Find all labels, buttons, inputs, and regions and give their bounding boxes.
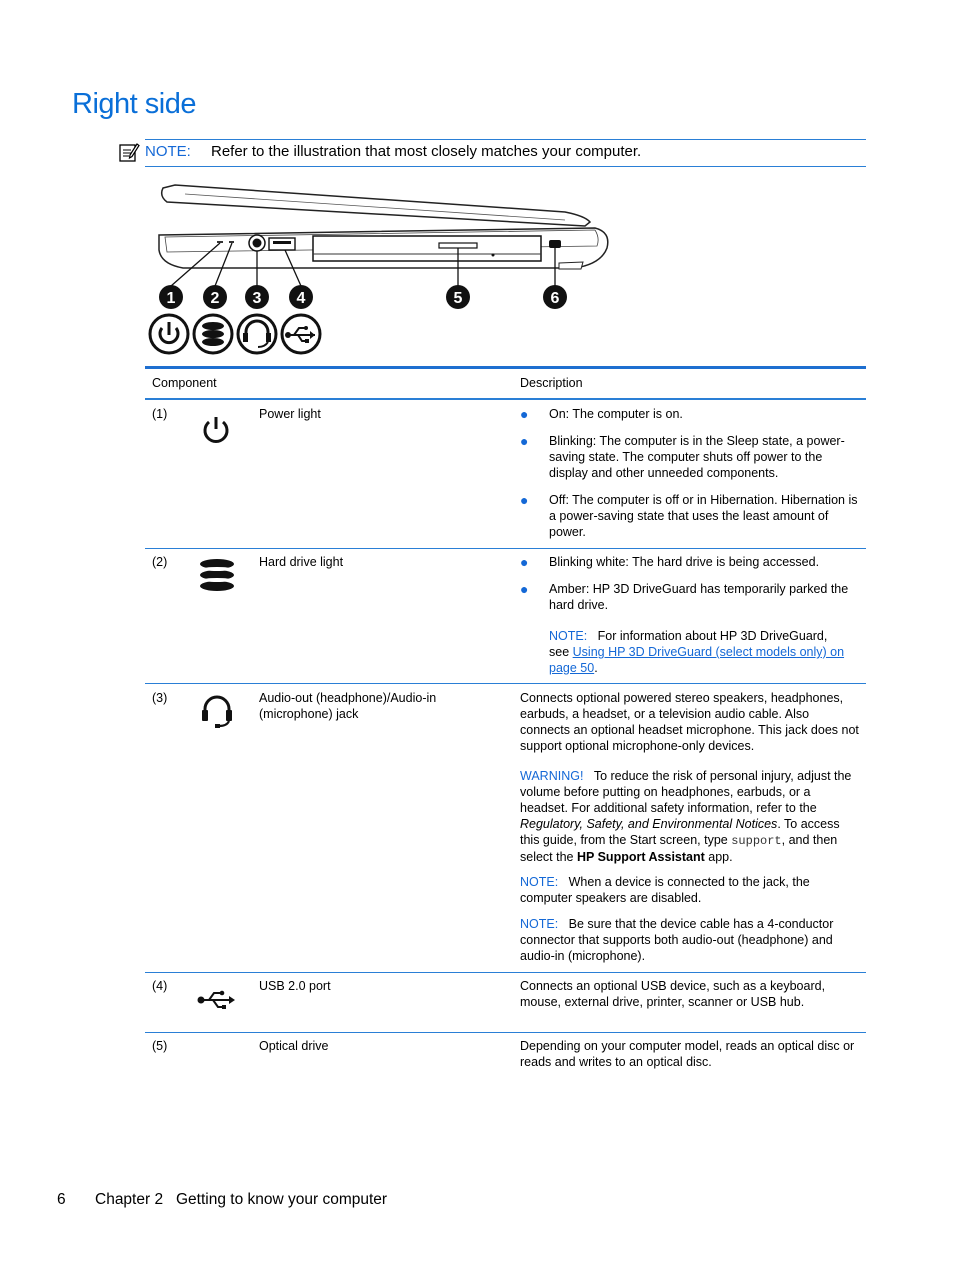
note-text: Refer to the illustration that most closely matches your computer. — [211, 143, 642, 160]
row4-description: Connects an optional USB device, such as a keyboard, mouse, external drive, printer, scanner or USB hub. — [520, 979, 826, 1009]
table-header-rule — [145, 398, 866, 400]
headset-icon — [200, 694, 234, 728]
row1-name: Power light — [259, 407, 321, 421]
row-divider — [145, 683, 866, 684]
driveguard-link[interactable]: Using HP 3D DriveGuard (select models only) on page 50 — [549, 645, 845, 675]
page-title: Right side — [72, 88, 196, 120]
laptop-right-side-illustration — [145, 180, 615, 360]
row5-name: Optical drive — [259, 1039, 329, 1053]
row3-description: Connects optional powered stereo speakers, headphones, earbuds, a headset, or a television audio cable. Also connects an optional headset microphone. This jack does not support optional microphone-only devices. — [520, 691, 859, 753]
usb-icon — [197, 990, 237, 1010]
note-label: NOTE: — [145, 143, 191, 160]
row5-number: (5) — [152, 1039, 168, 1053]
row4-number: (4) — [152, 979, 168, 993]
row2-name: Hard drive light — [259, 555, 344, 569]
row3-name: Audio-out (headphone)/Audio-in (microphone) jack — [259, 691, 437, 721]
row1-number: (1) — [152, 407, 168, 421]
page-number: 6 — [57, 1191, 66, 1208]
header-component: Component — [152, 376, 217, 390]
note-bottom-rule — [145, 166, 866, 167]
chapter-title: Chapter 2 Getting to know your computer — [95, 1191, 388, 1208]
row-divider — [145, 1032, 866, 1033]
callout-2-label: 2 — [210, 290, 220, 307]
power-icon — [201, 414, 231, 444]
row3-number: (3) — [152, 691, 168, 705]
row3-note1: NOTE: When a device is connected to the jack, the computer speakers are disabled. — [520, 875, 810, 905]
callout-3-label: 3 — [252, 290, 262, 307]
hard-drive-icon — [198, 557, 236, 595]
callout-1-label: 1 — [166, 290, 176, 307]
row2-number: (2) — [152, 555, 168, 569]
usb-icon — [282, 315, 320, 353]
row4-name: USB 2.0 port — [259, 979, 331, 993]
row3-note2: NOTE: Be sure that the device cable has a 4-conductor connector that supports both audio-out (headphone) and audio-in (microphone). — [520, 917, 834, 963]
power-icon — [150, 315, 188, 353]
row-divider — [145, 972, 866, 973]
callout-6-label: 6 — [550, 290, 560, 307]
row2-note-label: NOTE: — [549, 629, 588, 643]
hard-drive-icon — [194, 315, 232, 353]
note-top-rule — [145, 139, 866, 140]
row5-description: Depending on your computer model, reads an optical disc or reads and writes to an optical disc. — [520, 1039, 855, 1069]
callout-4-label: 4 — [296, 290, 306, 307]
warning-label: WARNING! — [520, 769, 584, 783]
row-divider — [145, 548, 866, 549]
note-icon — [118, 141, 140, 163]
callout-5-label: 5 — [453, 290, 463, 307]
table-top-rule — [145, 366, 866, 369]
row2-note: NOTE: For information about HP 3D DriveGuard, see Using HP 3D DriveGuard (select models only) on page 50. — [549, 629, 845, 675]
row3-warning: WARNING! To reduce the risk of personal injury, adjust the volume before putting on headphones, earbuds, or a headset. For additional safety information, refer to the Regulatory, Safety, and Environmental Notices. To access this guide, from the Start screen, type support, and then select the HP Support Assistant app. — [520, 769, 852, 864]
headset-icon — [238, 315, 276, 353]
header-description: Description — [520, 376, 583, 390]
